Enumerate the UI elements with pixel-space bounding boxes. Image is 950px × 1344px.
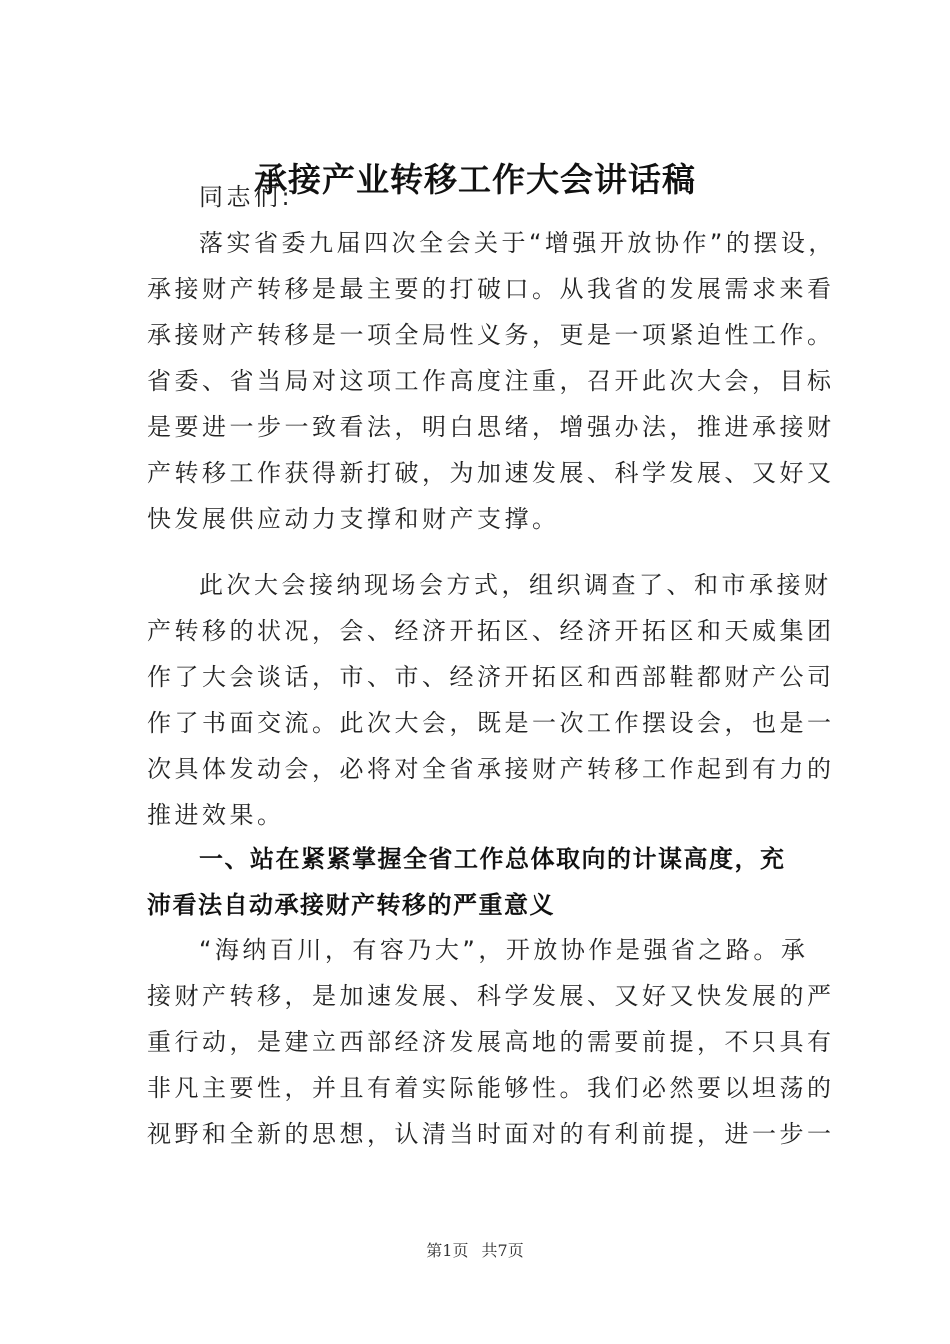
heading-line: 一、站在紧紧掌握全省工作总体取向的计谋高度，充 bbox=[199, 845, 786, 873]
paragraph-line: 产转移的状况，会、经济开拓区、经济开拓区和天威集团 bbox=[147, 617, 835, 645]
paragraph-line: 视野和全新的思想，认清当时面对的有利前提，进一步一 bbox=[147, 1120, 835, 1148]
section-heading-1 bbox=[147, 836, 817, 928]
paragraph-line: 承接财产转移是最主要的打破口。从我省的发展需求来看 bbox=[147, 275, 835, 303]
paragraph-line: 是要进一步一致看法，明白思绪，增强办法，推进承接财 bbox=[147, 413, 835, 441]
paragraph-line: 作了书面交流。此次大会，既是一次工作摆设会，也是一 bbox=[147, 709, 835, 737]
paragraph-line: 非凡主要性，并且有着实际能够性。我们必然要以坦荡的 bbox=[147, 1074, 835, 1102]
paragraph-line: 重行动，是建立西部经济发展高地的需要前提，不只具有 bbox=[147, 1028, 835, 1056]
salutation-line: 同志们: bbox=[199, 183, 294, 211]
document-title: 承接产业转移工作大会讲话稿 bbox=[254, 160, 696, 200]
paragraph-line: 产转移工作获得新打破，为加速发展、科学发展、又好又 bbox=[147, 459, 835, 487]
paragraph-line: 推进效果。 bbox=[147, 801, 285, 829]
heading-line: 沛看法自动承接财产转移的严重意义 bbox=[147, 891, 555, 919]
paragraph-2 bbox=[147, 562, 835, 838]
paragraph-line: 次具体发动会，必将对全省承接财产转移工作起到有力的 bbox=[147, 755, 835, 783]
paragraph-line: “海纳百川，有容乃大”，开放协作是强省之路。承 bbox=[199, 936, 809, 964]
paragraph-line: 接财产转移，是加速发展、科学发展、又好又快发展的严 bbox=[147, 982, 835, 1010]
paragraph-line: 作了大会谈话，市、市、经济开拓区和西部鞋都财产公司 bbox=[147, 663, 835, 691]
page-number: 第1页 bbox=[426, 1241, 469, 1260]
paragraph-line: 省委、省当局对这项工作高度注重，召开此次大会，目标 bbox=[147, 367, 835, 395]
paragraph-line: 承接财产转移是一项全局性义务，更是一项紧迫性工作。 bbox=[147, 321, 835, 349]
page-footer bbox=[0, 1240, 950, 1262]
paragraph-line: 此次大会接纳现场会方式，组织调查了、和市承接财 bbox=[199, 571, 832, 599]
paragraph-1 bbox=[147, 220, 836, 542]
paragraph-line: 落实省委九届四次全会关于“增强开放协作”的摆设， bbox=[199, 229, 836, 257]
salutation bbox=[147, 174, 859, 220]
paragraph-3 bbox=[147, 927, 835, 1157]
page-total: 共7页 bbox=[481, 1241, 524, 1260]
paragraph-line: 快发展供应动力支撑和财产支撑。 bbox=[147, 505, 560, 533]
